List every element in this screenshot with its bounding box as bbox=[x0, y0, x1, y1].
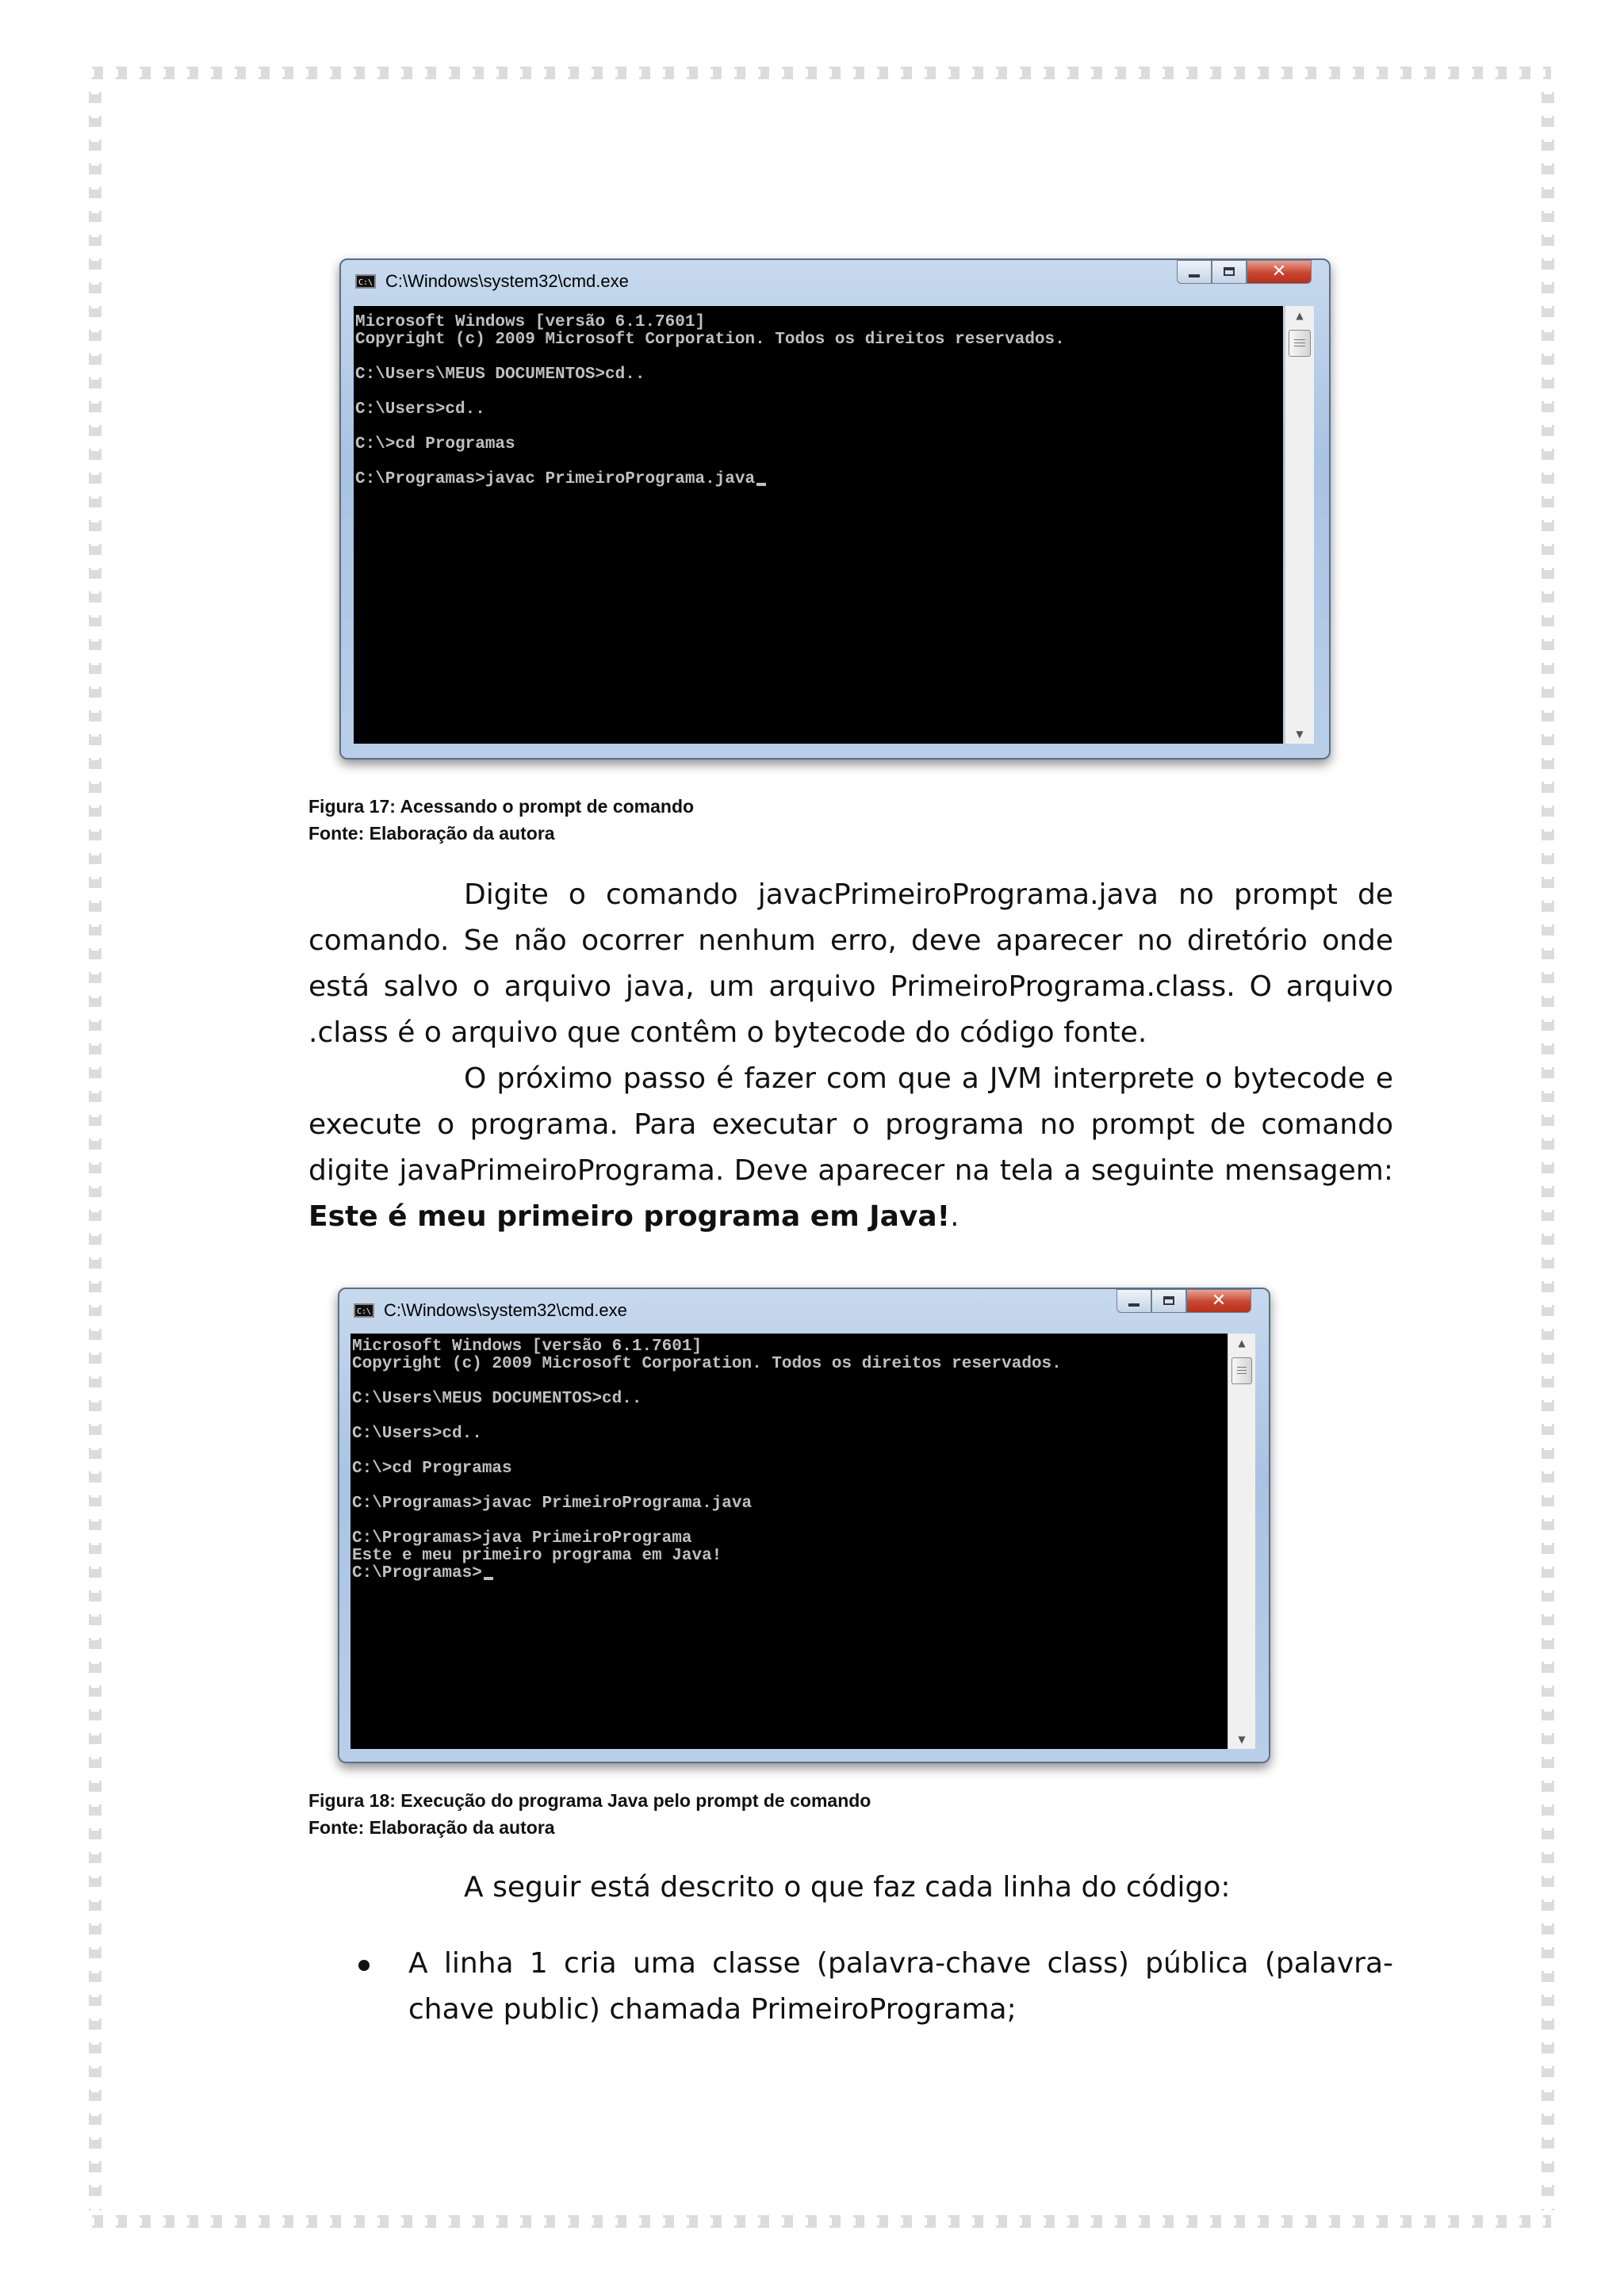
console-line bbox=[355, 453, 1283, 471]
text-cursor bbox=[484, 1577, 493, 1580]
console-line: Microsoft Windows [versão 6.1.7601] bbox=[355, 313, 706, 331]
console-line: Microsoft Windows [versão 6.1.7601] bbox=[352, 1337, 703, 1356]
cmd-window-title: C:\Windows\system32\cmd.exe bbox=[385, 271, 629, 291]
cmd-window-title: C:\Windows\system32\cmd.exe bbox=[384, 1300, 627, 1320]
console-line: C:\Programas>java PrimeiroPrograma bbox=[352, 1529, 692, 1548]
page-border-left bbox=[89, 86, 102, 2210]
console-line: Copyright (c) 2009 Microsoft Corporation. Todos os direitos reservados. bbox=[352, 1355, 1062, 1373]
scroll-thumb[interactable] bbox=[1289, 330, 1311, 357]
cmd-window-figure-17 bbox=[339, 258, 1331, 760]
body-paragraph-3 bbox=[308, 1865, 1393, 1911]
scroll-down-arrow-icon[interactable]: ▼ bbox=[1296, 729, 1304, 740]
console-line bbox=[355, 349, 1283, 366]
cmd-console-output bbox=[350, 1334, 1228, 1749]
page-border-right bbox=[1542, 86, 1554, 2210]
cmd-console-output bbox=[354, 306, 1283, 744]
figure-18-source: Fonte: Elaboração da autora bbox=[308, 1817, 555, 1838]
console-line bbox=[355, 384, 1283, 401]
body-paragraphs-1 bbox=[308, 872, 1393, 1240]
paragraph-2-end: . bbox=[950, 1200, 959, 1233]
console-line: C:\Users\MEUS DOCUMENTOS>cd.. bbox=[355, 365, 645, 384]
cmd-titlebar bbox=[339, 1289, 1269, 1334]
figure-18-caption: Figura 18: Execução do programa Java pelo prompt de comando bbox=[308, 1790, 871, 1811]
scroll-down-arrow-icon[interactable]: ▼ bbox=[1238, 1734, 1246, 1745]
console-line: Copyright (c) 2009 Microsoft Corporation. Todos os direitos reservados. bbox=[355, 331, 1065, 349]
maximize-button[interactable] bbox=[1212, 260, 1247, 284]
paragraph-3: A seguir está descrito o que faz cada linha do código: bbox=[464, 1871, 1231, 1904]
maximize-icon bbox=[1163, 1296, 1174, 1305]
minimize-button[interactable] bbox=[1177, 260, 1212, 284]
maximize-button[interactable] bbox=[1151, 1289, 1186, 1313]
console-line: C:\Users>cd.. bbox=[352, 1425, 482, 1443]
console-line bbox=[355, 419, 1283, 436]
close-button[interactable] bbox=[1186, 1289, 1251, 1313]
window-controls bbox=[1177, 260, 1312, 284]
vertical-scrollbar[interactable] bbox=[1228, 1334, 1255, 1749]
minimize-icon bbox=[1128, 1303, 1139, 1307]
console-line: C:\Users\MEUS DOCUMENTOS>cd.. bbox=[352, 1390, 642, 1408]
figure-17-source: Fonte: Elaboração da autora bbox=[308, 823, 555, 844]
console-line bbox=[352, 1513, 1228, 1530]
console-line bbox=[352, 1373, 1228, 1391]
maximize-icon bbox=[1224, 267, 1235, 276]
page-border-bottom bbox=[86, 2215, 1551, 2228]
console-line: C:\>cd Programas bbox=[352, 1460, 512, 1478]
console-line: C:\>cd Programas bbox=[355, 435, 515, 453]
cmd-titlebar bbox=[341, 260, 1329, 304]
scroll-up-arrow-icon[interactable]: ▲ bbox=[1238, 1337, 1246, 1349]
paragraph-2-bold-message: Este é meu primeiro programa em Java! bbox=[308, 1200, 951, 1233]
page-border-top bbox=[86, 67, 1551, 79]
close-button[interactable] bbox=[1247, 260, 1312, 284]
cmd-app-icon: C:\ bbox=[354, 1303, 374, 1318]
minimize-icon bbox=[1189, 274, 1200, 277]
console-line bbox=[352, 1443, 1228, 1460]
console-line: C:\Programas> bbox=[352, 1565, 1228, 1582]
console-line bbox=[352, 1408, 1228, 1425]
paragraph-2-text: O próximo passo é fazer com que a JVM interprete o bytecode e execute o programa. Para executar o programa no prompt de comando digite javaPrimeiroPrograma. Deve aparecer na tela a seguinte mensagem: bbox=[308, 1062, 1393, 1187]
bullet-item-1: A linha 1 cria uma classe (palavra-chave class) pública (palavra-chave public) chamada PrimeiroPrograma; bbox=[408, 1947, 1393, 2026]
close-icon: ✕ bbox=[1211, 1291, 1227, 1311]
cmd-app-icon: C:\ bbox=[355, 274, 376, 289]
scroll-thumb[interactable] bbox=[1231, 1357, 1252, 1384]
scroll-up-arrow-icon[interactable]: ▲ bbox=[1296, 310, 1304, 321]
console-line: C:\Programas>javac PrimeiroPrograma.java bbox=[355, 471, 1283, 488]
console-line bbox=[352, 1478, 1228, 1495]
paragraph-1: Digite o comando javacPrimeiroPrograma.java no prompt de comando. Se não ocorrer nenhum erro, deve aparecer no diretório onde está salvo o arquivo java, um arquivo PrimeiroPrograma.class. O arquivo .class é o arquivo que contêm o bytecode do código fonte. bbox=[308, 878, 1393, 1049]
cmd-window-figure-18 bbox=[338, 1288, 1270, 1763]
bullet-icon bbox=[358, 1960, 370, 1971]
console-line: Este e meu primeiro programa em Java! bbox=[352, 1547, 722, 1565]
figure-17-caption: Figura 17: Acessando o prompt de comando bbox=[308, 796, 695, 817]
console-line: C:\Users>cd.. bbox=[355, 400, 485, 419]
vertical-scrollbar[interactable] bbox=[1285, 306, 1314, 744]
close-icon: ✕ bbox=[1271, 262, 1287, 281]
minimize-button[interactable] bbox=[1116, 1289, 1151, 1313]
console-line: C:\Programas>javac PrimeiroPrograma.java bbox=[352, 1494, 753, 1513]
window-controls bbox=[1116, 1289, 1251, 1313]
paragraph-2 bbox=[308, 1056, 1393, 1240]
text-cursor bbox=[756, 483, 766, 486]
